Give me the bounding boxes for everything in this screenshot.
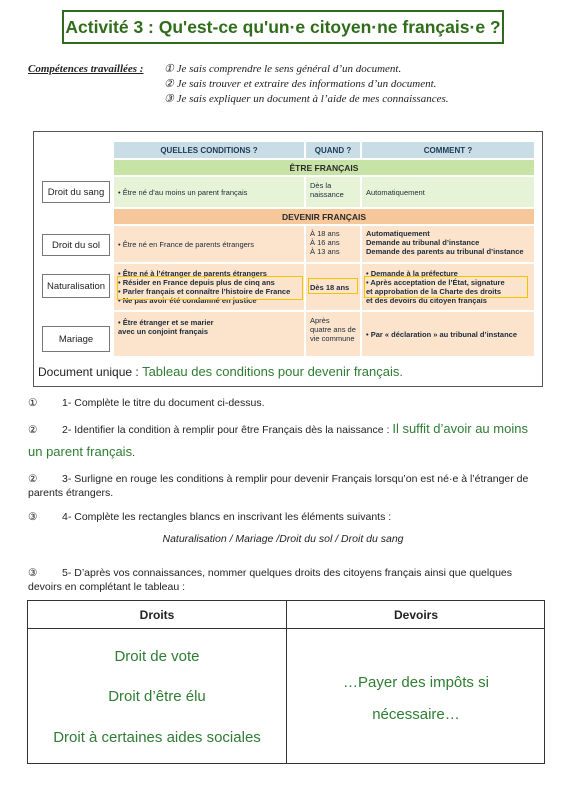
quand-sang xyxy=(306,177,360,207)
quand-text: À 18 ans xyxy=(310,229,340,238)
table-row xyxy=(42,177,534,207)
comment-text: Automatiquement xyxy=(366,229,430,238)
conditions-table xyxy=(42,142,534,358)
quand-text: Dès 18 ans xyxy=(310,282,350,292)
comment-text: Demande des parents au tribunal d’instance xyxy=(366,247,524,256)
competences-label: Compétences travaillées : xyxy=(28,63,144,75)
word-bank: Naturalisation / Mariage /Droit du sol / Droit du sang xyxy=(162,533,404,545)
comment-sang xyxy=(362,177,534,207)
question-text: 5- D’après vos connaissances, nommer quelques droits des citoyens français ainsi que quelques xyxy=(62,567,512,579)
question-text: 3- Surligne en rouge les conditions à remplir pour devenir Français lorsqu’on est né·e à l’étranger de xyxy=(62,473,529,485)
header-comment: COMMENT ? xyxy=(362,142,534,158)
condition-text: • Résider en France depuis plus de cinq ans xyxy=(118,278,275,287)
condition-text: avec un conjoint français xyxy=(118,327,209,336)
droit-item: Droit d’être élu xyxy=(108,688,206,705)
droit-item: Droit de vote xyxy=(114,648,200,665)
question-text: 4- Complète les rectangles blancs en inscrivant les éléments suivants : xyxy=(62,511,392,523)
droit-item: Droit à certaines aides sociales xyxy=(53,729,261,746)
answer-text: un parent français xyxy=(28,444,133,459)
quand-mariage xyxy=(306,312,360,356)
question-1 xyxy=(28,396,265,410)
question-marker: ③ xyxy=(28,511,38,523)
condition-sang xyxy=(114,177,304,207)
header-conditions: QUELLES CONDITIONS ? xyxy=(114,142,304,158)
competence-item: ③ Je sais expliquer un document à l’aide de mes connaissances. xyxy=(164,93,449,105)
competence-item: ① Je sais comprendre le sens général d’un document. xyxy=(164,63,402,75)
comment-text: • Par « déclaration » au tribunal d’instance xyxy=(366,329,518,339)
comment-text: et des devoirs du citoyen français xyxy=(366,296,487,305)
document-frame xyxy=(33,131,543,387)
question-marker: ③ xyxy=(28,567,38,579)
condition-text: • Être étranger et se marier xyxy=(118,318,214,327)
question-marker: ② xyxy=(28,473,38,485)
competences-list xyxy=(164,62,449,107)
table-header-row xyxy=(42,142,534,158)
condition-sol xyxy=(114,226,304,262)
question-3 xyxy=(28,472,543,500)
question-text: parents étrangers. xyxy=(28,487,114,499)
question-2 xyxy=(28,418,543,464)
comment-sol xyxy=(362,226,534,262)
answer-end: . xyxy=(132,447,135,459)
highlight-box xyxy=(364,276,528,298)
quand-text: À 16 ans xyxy=(310,238,340,247)
header-quand: QUAND ? xyxy=(306,142,360,158)
comment-text: Demande au tribunal d’instance xyxy=(366,238,480,247)
devoir-item: nécessaire… xyxy=(372,706,460,723)
caption-prefix: Document unique : xyxy=(38,365,143,379)
rights-duties-table xyxy=(27,600,545,764)
question-marker: ② xyxy=(28,424,38,436)
comment-text: • Demande à la préfecture xyxy=(366,269,458,278)
condition-mariage xyxy=(114,312,304,356)
condition-text: • Être né en France de parents étrangers xyxy=(118,239,255,249)
question-text: 1- Complète le titre du document ci-dessus. xyxy=(62,397,265,409)
band-etre-francais: ÊTRE FRANÇAIS xyxy=(114,160,534,175)
comment-text: Automatiquement xyxy=(366,187,425,197)
document-caption xyxy=(38,364,403,379)
quand-sol xyxy=(306,226,360,262)
quand-text: vie commune xyxy=(310,334,355,343)
caption-answer: Tableau des conditions pour devenir français. xyxy=(142,364,403,379)
devoir-item: …Payer des impôts si xyxy=(343,674,489,691)
condition-text: • Parler français et connaître l’histoire de France xyxy=(118,287,291,296)
question-text: devoirs en complétant le tableau : xyxy=(28,581,186,593)
table-row xyxy=(42,226,534,262)
answer-text: Il suffit d’avoir au moins xyxy=(392,421,528,436)
condition-text: • Être né d’au moins un parent français xyxy=(118,187,248,197)
quand-text: quatre ans de xyxy=(310,325,356,334)
competence-item: ② Je sais trouver et extraire des informations d’un document. xyxy=(164,78,437,90)
quand-text: Dès la xyxy=(310,181,332,190)
highlight-box xyxy=(308,278,358,294)
table-row xyxy=(42,312,534,356)
comment-mariage xyxy=(362,312,534,356)
label-droit-du-sang: Droit du sang xyxy=(42,181,110,203)
header-droits: Droits xyxy=(28,601,286,629)
highlight-box xyxy=(117,276,303,300)
table-row xyxy=(42,264,534,310)
activity-title: Activité 3 : Qu'est-ce qu'un·e citoyen·ne français·e ? xyxy=(62,10,504,44)
label-droit-du-sol: Droit du sol xyxy=(42,234,110,256)
band-devenir-francais: DEVENIR FRANÇAIS xyxy=(114,209,534,224)
label-mariage: Mariage xyxy=(42,326,110,352)
quand-text: À 13 ans xyxy=(310,247,340,256)
quand-text: naissance xyxy=(310,190,344,199)
condition-text: • Être né à l’étranger de parents étrangers xyxy=(118,269,267,278)
label-naturalisation: Naturalisation xyxy=(42,274,110,298)
header-devoirs: Devoirs xyxy=(287,601,545,629)
question-5 xyxy=(28,566,543,594)
condition-text: • Ne pas avoir été condamné en justice xyxy=(118,296,257,305)
comment-text: • Après acceptation de l’État, signature xyxy=(366,278,505,287)
quand-text: Après xyxy=(310,316,330,325)
question-marker: ① xyxy=(28,397,38,409)
question-4 xyxy=(28,510,391,524)
comment-text: et approbation de la Charte des droits xyxy=(366,287,502,296)
question-text: 2- Identifier la condition à remplir pour être Français dès la naissance : xyxy=(62,424,393,436)
